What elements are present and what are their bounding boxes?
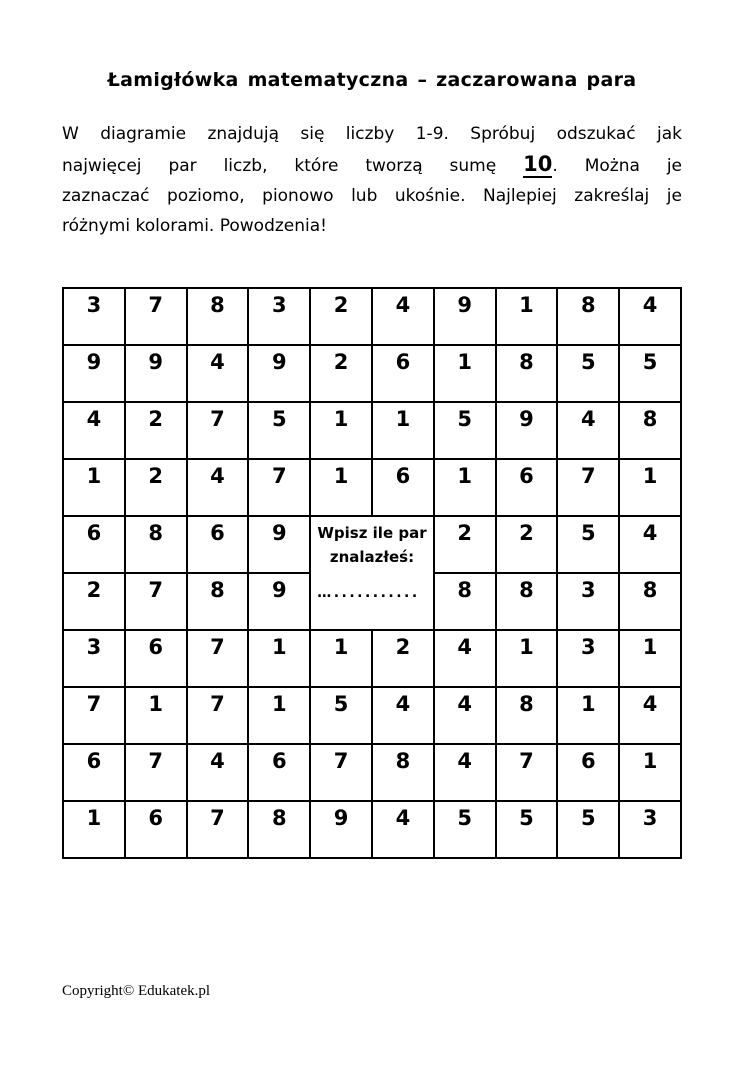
answer-box-cell [310,516,434,630]
grid-cell: 5 [434,801,496,858]
page-title: Łamigłówka matematyczna – zaczarowana para [107,69,637,91]
grid-cell: 4 [557,402,619,459]
grid-row [63,516,681,573]
target-sum-number: 10 [523,152,553,176]
grid-cell: 5 [496,801,558,858]
grid-cell: 4 [372,687,434,744]
grid-cell: 1 [248,687,310,744]
grid-cell: 4 [187,345,249,402]
answer-box-label: Wpisz ile par znalazłeś: [317,524,427,566]
grid-cell: 8 [434,573,496,630]
grid-cell: 4 [619,288,681,345]
grid-cell: 1 [619,459,681,516]
instructions-line-4: różnymi kolorami. Powodzenia! [62,216,327,236]
grid-cell: 8 [248,801,310,858]
grid-cell: 4 [619,516,681,573]
grid-cell: 6 [63,516,125,573]
answer-box-dotted-line: …........... [317,585,420,601]
grid-cell: 7 [310,744,372,801]
grid-cell: 7 [187,801,249,858]
grid-cell: 7 [125,288,187,345]
grid-cell: 6 [63,744,125,801]
grid-cell: 8 [496,573,558,630]
grid-cell: 4 [434,687,496,744]
grid-cell: 6 [125,801,187,858]
grid-cell: 4 [434,630,496,687]
grid-cell: 9 [125,345,187,402]
grid-cell: 2 [434,516,496,573]
grid-cell: 2 [372,630,434,687]
grid-row [63,345,681,402]
grid-row [63,801,681,858]
grid-cell: 2 [310,288,372,345]
grid-cell: 5 [434,402,496,459]
instructions-line-1: W diagramie znajdują się liczby 1-9. Spróbuj odszukać jak [62,124,682,144]
instructions-line-2-after: . Można je [552,156,682,176]
grid-cell: 8 [619,402,681,459]
grid-cell: 9 [248,573,310,630]
grid-cell: 1 [619,744,681,801]
grid-cell: 4 [372,288,434,345]
grid-cell: 4 [187,744,249,801]
grid-cell: 4 [434,744,496,801]
grid-row [63,687,681,744]
grid-cell: 2 [125,459,187,516]
grid-cell: 3 [557,573,619,630]
grid-cell: 7 [187,687,249,744]
grid-cell: 8 [125,516,187,573]
grid-cell: 7 [187,630,249,687]
grid-cell: 8 [187,288,249,345]
grid-cell: 1 [63,801,125,858]
grid-cell: 8 [496,345,558,402]
grid-cell: 6 [248,744,310,801]
grid-cell: 7 [557,459,619,516]
grid-cell: 2 [63,573,125,630]
grid-cell: 5 [310,687,372,744]
grid-cell: 5 [557,345,619,402]
grid-cell: 9 [496,402,558,459]
grid-cell: 4 [372,801,434,858]
grid-cell: 4 [63,402,125,459]
grid-cell: 1 [248,630,310,687]
grid-cell: 5 [557,516,619,573]
grid-cell: 5 [248,402,310,459]
grid-cell: 9 [248,345,310,402]
grid-cell: 9 [434,288,496,345]
grid-cell: 6 [125,630,187,687]
grid-cell: 1 [310,459,372,516]
grid-cell: 8 [619,573,681,630]
grid-body [63,288,681,858]
grid-cell: 7 [187,402,249,459]
grid-cell: 4 [187,459,249,516]
grid-cell: 1 [310,402,372,459]
grid-cell: 9 [248,516,310,573]
grid-row [63,630,681,687]
grid-cell: 5 [619,345,681,402]
grid-cell: 3 [63,288,125,345]
grid-cell: 3 [63,630,125,687]
grid-cell: 1 [496,288,558,345]
grid-cell: 6 [187,516,249,573]
grid-row [63,402,681,459]
grid-cell: 7 [496,744,558,801]
grid-cell: 3 [248,288,310,345]
grid-cell: 2 [125,402,187,459]
grid-cell: 1 [496,630,558,687]
copyright-text: Copyright© Edukatek.pl [62,983,211,999]
grid-cell: 1 [125,687,187,744]
grid-cell: 8 [496,687,558,744]
grid-cell: 7 [248,459,310,516]
grid-cell: 5 [557,801,619,858]
grid-row [63,459,681,516]
grid-cell: 2 [496,516,558,573]
instructions-line-2-before: najwięcej par liczb, które tworzą sumę [62,156,497,176]
grid-cell: 7 [125,744,187,801]
grid-cell: 6 [557,744,619,801]
instructions-paragraph [62,119,682,241]
grid-row [63,744,681,801]
grid-cell: 4 [619,687,681,744]
grid-cell: 1 [310,630,372,687]
grid-cell: 6 [496,459,558,516]
grid-cell: 7 [125,573,187,630]
grid-cell: 1 [372,402,434,459]
grid-row [63,288,681,345]
grid-cell: 1 [434,345,496,402]
instructions-line-2 [62,149,682,181]
grid-cell: 8 [372,744,434,801]
grid-cell: 9 [63,345,125,402]
grid-cell: 6 [372,459,434,516]
grid-cell: 1 [619,630,681,687]
grid-cell: 1 [557,687,619,744]
instructions-line-3: zaznaczać poziomo, pionowo lub ukośnie. Najlepiej zakreślaj je [62,186,682,206]
grid-cell: 8 [187,573,249,630]
number-grid [62,287,682,859]
grid-cell: 2 [310,345,372,402]
grid-cell: 9 [310,801,372,858]
grid-cell: 7 [63,687,125,744]
grid-cell: 1 [434,459,496,516]
grid-cell: 3 [619,801,681,858]
grid-cell: 1 [63,459,125,516]
grid-cell: 3 [557,630,619,687]
grid-cell: 8 [557,288,619,345]
grid-cell: 6 [372,345,434,402]
